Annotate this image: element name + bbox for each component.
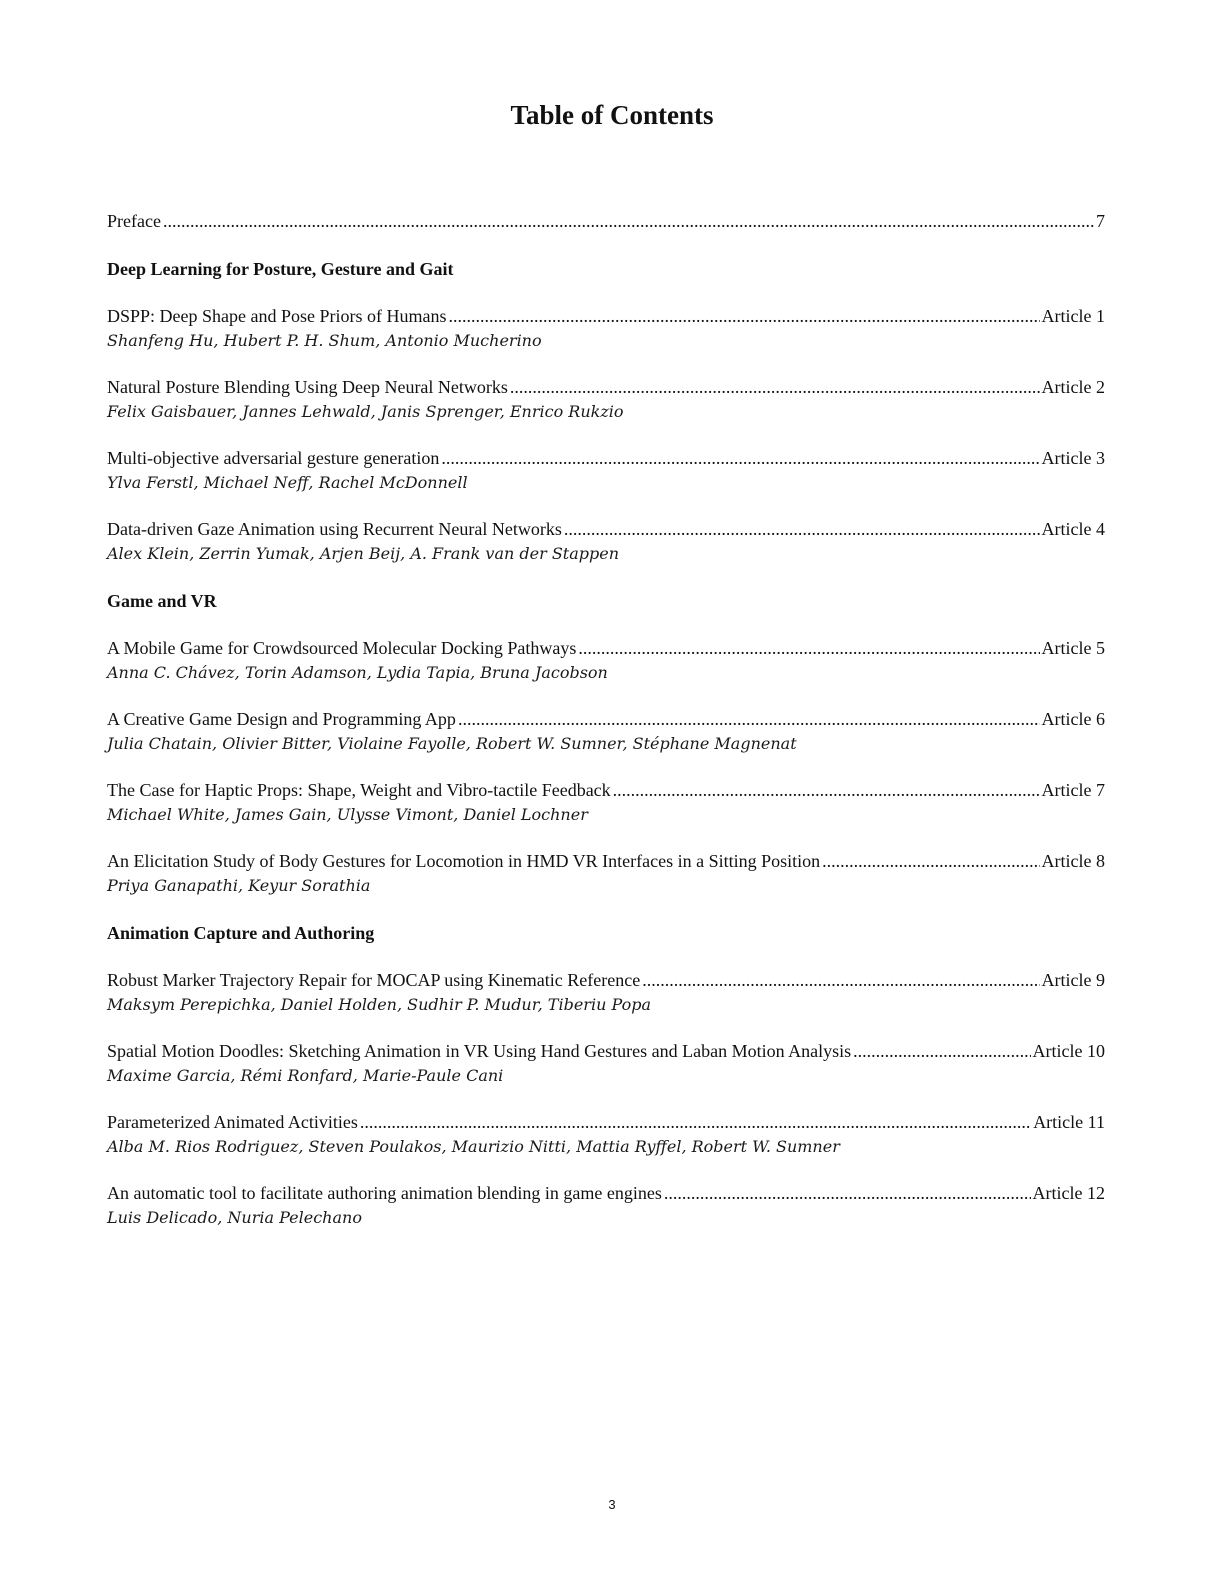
leader-dots <box>853 1040 1030 1062</box>
toc-entry[interactable] <box>107 637 1105 659</box>
entry-title: DSPP: Deep Shape and Pose Priors of Humans <box>107 306 447 326</box>
entry-authors: Ylva Ferstl, Michael Neff, Rachel McDonnell <box>107 473 468 492</box>
leader-dots <box>664 1182 1031 1204</box>
toc-entry[interactable] <box>107 305 1105 327</box>
entry-article: Article 2 <box>1041 377 1105 397</box>
toc-entry[interactable] <box>107 708 1105 730</box>
toc-entry[interactable] <box>107 376 1105 398</box>
entry-title: Robust Marker Trajectory Repair for MOCAP using Kinematic Reference <box>107 970 641 990</box>
entry-title: Parameterized Animated Activities <box>107 1112 358 1132</box>
toc-entry[interactable] <box>107 1111 1105 1133</box>
toc-entry-preface[interactable] <box>107 210 1105 232</box>
entry-article: Article 12 <box>1032 1183 1105 1203</box>
leader-dots <box>510 376 1040 398</box>
entry-title: An Elicitation Study of Body Gestures for Locomotion in HMD VR Interfaces in a Sitting Position <box>107 851 821 871</box>
leader-dots <box>360 1111 1031 1133</box>
entry-title: Natural Posture Blending Using Deep Neural Networks <box>107 377 508 397</box>
entry-title: Data-driven Gaze Animation using Recurrent Neural Networks <box>107 519 562 539</box>
section-heading: Deep Learning for Posture, Gesture and Gait <box>107 259 454 279</box>
entry-authors: Alex Klein, Zerrin Yumak, Arjen Beij, A. Frank van der Stappen <box>107 544 620 563</box>
entry-title: The Case for Haptic Props: Shape, Weight and Vibro-tactile Feedback <box>107 780 611 800</box>
toc-entry[interactable] <box>107 447 1105 469</box>
toc-entry[interactable] <box>107 1182 1105 1204</box>
entry-article: Article 8 <box>1041 851 1105 871</box>
toc-entry[interactable] <box>107 518 1105 540</box>
page-title: Table of Contents <box>510 100 714 130</box>
leader-dots <box>642 969 1039 991</box>
entry-authors: Julia Chatain, Olivier Bitter, Violaine Fayolle, Robert W. Sumner, Stéphane Magnenat <box>107 734 797 753</box>
toc-entry[interactable] <box>107 1040 1105 1062</box>
leader-dots <box>163 210 1094 232</box>
entry-title: A Creative Game Design and Programming App <box>107 709 456 729</box>
entry-article: Article 6 <box>1041 709 1105 729</box>
entry-title: An automatic tool to facilitate authoring animation blending in game engines <box>107 1183 662 1203</box>
entry-authors: Maxime Garcia, Rémi Ronfard, Marie-Paule Cani <box>107 1066 504 1085</box>
section-heading: Animation Capture and Authoring <box>107 923 375 943</box>
leader-dots <box>458 708 1040 730</box>
leader-dots <box>441 447 1039 469</box>
entry-authors: Anna C. Chávez, Torin Adamson, Lydia Tapia, Bruna Jacobson <box>107 663 608 682</box>
entry-article: Article 11 <box>1033 1112 1105 1132</box>
entry-article: Article 10 <box>1032 1041 1105 1061</box>
entry-page: 7 <box>1096 211 1105 231</box>
entry-article: Article 4 <box>1041 519 1105 539</box>
entry-authors: Luis Delicado, Nuria Pelechano <box>107 1208 362 1227</box>
leader-dots <box>822 850 1039 872</box>
entry-authors: Alba M. Rios Rodriguez, Steven Poulakos, Maurizio Nitti, Mattia Ryffel, Robert W. Sumner <box>107 1137 840 1156</box>
entry-title: A Mobile Game for Crowdsourced Molecular Docking Pathways <box>107 638 577 658</box>
leader-dots <box>578 637 1039 659</box>
section-heading: Game and VR <box>107 591 217 611</box>
entry-article: Article 3 <box>1041 448 1105 468</box>
leader-dots <box>449 305 1040 327</box>
toc-entry[interactable] <box>107 850 1105 872</box>
entry-title: Multi-objective adversarial gesture generation <box>107 448 440 468</box>
entry-authors: Michael White, James Gain, Ulysse Vimont, Daniel Lochner <box>107 805 588 824</box>
toc-entry[interactable] <box>107 969 1105 991</box>
toc-entry[interactable] <box>107 779 1105 801</box>
entry-article: Article 7 <box>1041 780 1105 800</box>
entry-authors: Felix Gaisbauer, Jannes Lehwald, Janis Sprenger, Enrico Rukzio <box>107 402 624 421</box>
entry-title: Spatial Motion Doodles: Sketching Animation in VR Using Hand Gestures and Laban Motion Analysis <box>107 1041 852 1061</box>
entry-article: Article 5 <box>1041 638 1105 658</box>
entry-article: Article 1 <box>1041 306 1105 326</box>
leader-dots <box>613 779 1040 801</box>
entry-authors: Priya Ganapathi, Keyur Sorathia <box>107 876 371 895</box>
entry-authors: Shanfeng Hu, Hubert P. H. Shum, Antonio Mucherino <box>107 331 542 350</box>
entry-authors: Maksym Perepichka, Daniel Holden, Sudhir P. Mudur, Tiberiu Popa <box>107 995 651 1014</box>
page-number: 3 <box>608 1497 616 1512</box>
entry-title: Preface <box>107 211 161 231</box>
leader-dots <box>564 518 1040 540</box>
entry-article: Article 9 <box>1041 970 1105 990</box>
